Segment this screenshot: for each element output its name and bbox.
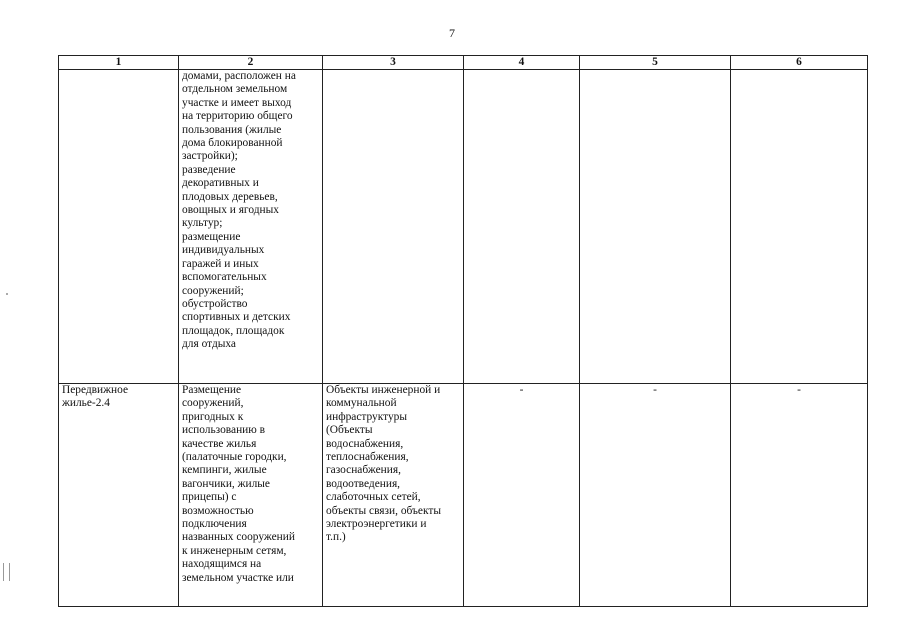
table-row: [59, 70, 868, 384]
cell-auxiliary-uses: [323, 384, 464, 607]
text-line: сооружений;: [182, 284, 244, 297]
text-line: теплоснабжения,: [326, 451, 409, 464]
text-line: Объекты инженерной и: [326, 384, 441, 396]
text-line: качестве жилья: [182, 437, 257, 450]
text-line: вагончики, жилые: [182, 477, 270, 490]
text-line: пригодных к: [182, 410, 244, 423]
text-line: водоотведения,: [326, 477, 401, 490]
column-header-4: 4: [464, 56, 580, 70]
scan-margin-mark: [3, 563, 10, 581]
cell-use-description: [179, 384, 323, 607]
use-type-lines: [62, 384, 175, 411]
column-header-2: 2: [179, 56, 323, 70]
column-header-3: 3: [323, 56, 464, 70]
text-line: газоснабжения,: [326, 464, 401, 477]
text-line: электроэнергетики и: [326, 518, 427, 531]
cell-use-description: [179, 70, 323, 384]
text-line: жилье-2.4: [62, 397, 110, 410]
text-line: инфраструктуры: [326, 410, 407, 423]
column-header-1: 1: [59, 56, 179, 70]
text-line: для отдыха: [182, 338, 236, 351]
text-line: отдельном земельном: [182, 83, 288, 96]
description-lines: [182, 384, 319, 585]
text-line: коммунальной: [326, 397, 397, 410]
text-line: на территорию общего: [182, 110, 293, 123]
land-use-table: [58, 55, 868, 607]
text-line: вспомогательных: [182, 271, 267, 284]
cell-col5: -: [580, 384, 731, 607]
text-line: застройки);: [182, 150, 238, 163]
text-line: т.п.): [326, 531, 346, 544]
text-line: Передвижное: [62, 384, 129, 396]
text-line: кемпинги, жилые: [182, 464, 267, 477]
text-line: культур;: [182, 217, 223, 230]
text-line: названных сооружений: [182, 531, 295, 544]
table-row: [59, 384, 868, 607]
cell-col4: [464, 70, 580, 384]
text-line: объекты связи, объекты: [326, 504, 441, 517]
text-line: возможностью: [182, 504, 254, 517]
text-line: находящимся на: [182, 558, 262, 571]
cell-col6: -: [731, 384, 868, 607]
text-line: (Объекты: [326, 424, 373, 437]
text-line: (палаточные городки,: [182, 451, 287, 464]
cell-col5: [580, 70, 731, 384]
text-line: плодовых деревьев,: [182, 190, 278, 203]
text-line: декоративных и: [182, 177, 259, 190]
text-line: использованию в: [182, 424, 266, 437]
text-line: домами, расположен на: [182, 70, 296, 82]
table-header-row: [59, 56, 868, 70]
text-line: гаражей и иных: [182, 257, 259, 270]
text-line: овощных и ягодных: [182, 204, 279, 217]
text-line: участке и имеет выход: [182, 96, 292, 109]
text-line: дома блокированной: [182, 137, 283, 150]
text-line: обустройство: [182, 297, 248, 310]
text-line: Размещение: [182, 384, 242, 396]
cell-use-type: [59, 70, 179, 384]
cell-auxiliary-uses: [323, 70, 464, 384]
text-line: земельном участке или: [182, 571, 294, 584]
text-line: разведение: [182, 163, 236, 176]
cell-use-type: [59, 384, 179, 607]
text-line: к инженерным сетям,: [182, 544, 287, 557]
text-line: сооружений,: [182, 397, 244, 410]
text-line: пользования (жилые: [182, 123, 282, 136]
text-line: слаботочных сетей,: [326, 491, 421, 504]
text-line: площадок, площадок: [182, 324, 285, 337]
text-line: спортивных и детских: [182, 311, 291, 324]
column-header-5: 5: [580, 56, 731, 70]
text-line: водоснабжения,: [326, 437, 404, 450]
description-lines: [182, 70, 319, 352]
text-line: индивидуальных: [182, 244, 265, 257]
text-line: размещение: [182, 230, 241, 243]
text-line: прицепы) с: [182, 491, 237, 504]
scan-margin-dot: [6, 293, 8, 295]
cell-col4: -: [464, 384, 580, 607]
auxiliary-lines: [326, 384, 460, 545]
column-header-6: 6: [731, 56, 868, 70]
page-number: 7: [449, 26, 455, 40]
text-line: подключения: [182, 518, 247, 531]
cell-col6: [731, 70, 868, 384]
